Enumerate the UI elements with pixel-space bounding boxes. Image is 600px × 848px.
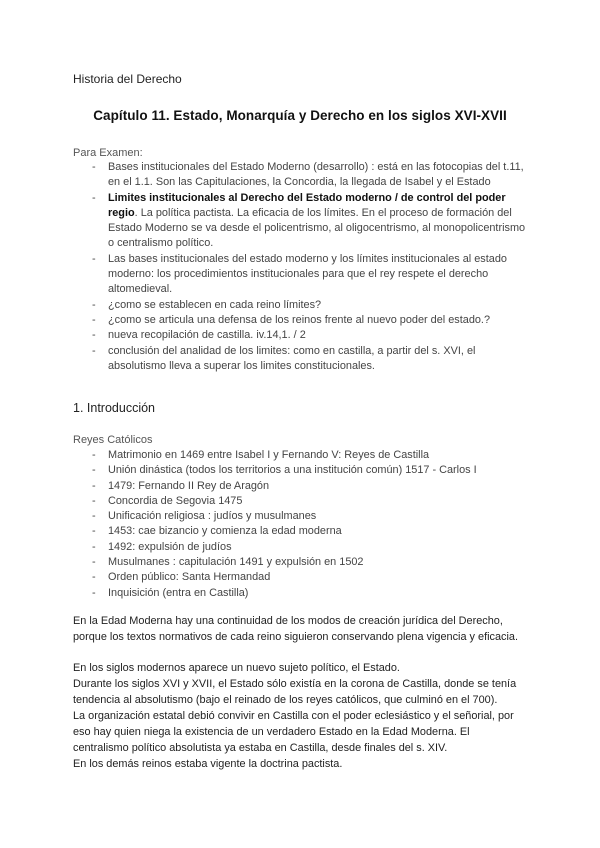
exam-list bbox=[73, 160, 533, 374]
list-item: - Bases institucionales del Estado Moderno (desarrollo) : está en las fotocopias del t.11, en el 1.1. Son las Capitulaciones, la Concordia, la llegada de Isabel y el Estado bbox=[92, 161, 524, 189]
section-heading: 1. Introducción bbox=[73, 401, 155, 415]
list-item: - 1492: expulsión de judíos bbox=[92, 540, 232, 553]
list-item: - Unificación religiosa : judíos y musulmanes bbox=[92, 510, 317, 523]
list-item: - Orden público: Santa Hermandad bbox=[92, 571, 271, 584]
list-item: - Unión dinástica (todos los territorios a una institución común) 1517 - Carlos I bbox=[92, 464, 477, 477]
bold-lead: Limites institucionales al Derecho del Estado moderno / de control del poder regio bbox=[108, 191, 506, 219]
exam-label: Para Examen: bbox=[73, 147, 143, 159]
chapter-title: Capítulo 11. Estado, Monarquía y Derecho en los siglos XVI-XVII bbox=[93, 108, 507, 123]
reyes-label: Reyes Católicos bbox=[73, 434, 153, 446]
document-header: Historia del Derecho bbox=[73, 72, 182, 86]
list-item: - nueva recopilación de castilla. iv.14,1. / 2 bbox=[92, 329, 306, 342]
list-item: - conclusión del analidad de los limites: como en castilla, a partir del s. XVI, el absolutismo lleva a superar los limites constitucionales. bbox=[92, 344, 476, 372]
list-item: - 1453: cae bizancio y comienza la edad moderna bbox=[92, 525, 342, 538]
list-item: - ¿como se establecen en cada reino límites? bbox=[92, 298, 322, 311]
reyes-list bbox=[73, 448, 533, 601]
list-item: - Concordia de Segovia 1475 bbox=[92, 494, 243, 507]
paragraph-estado: En los siglos modernos aparece un nuevo sujeto político, el Estado. Durante los siglos XVI y XVII, el Estado sólo existía en la corona de Castilla, donde se tenía tendencia al absolutismo (bajo el reinado de los reyes católicos, que culminó en el 700). La organización estatal debió convivir en Castilla con el poder eclesiástico y el señorial, por eso hay quien niega la existencia de un verdadero Estado en la Edad Moderna. El centralismo político absolutista ya estaba en Castilla, desde finales del s. XIV. En los demás reinos estaba vigente la doctrina pactista. bbox=[73, 662, 517, 770]
exam-section bbox=[73, 146, 533, 374]
list-item: - Inquisición (entra en Castilla) bbox=[92, 586, 249, 599]
list-item: - Limites institucionales al Derecho del Estado moderno / de control del poder regio. La política pactista. La eficacia de los límites. En el proceso de formación del Estado Moderno se va desde el policentrismo, al oligocentrismo, al monopolicentrismo o centralismo político. bbox=[92, 191, 526, 250]
paragraph-continuity: En la Edad Moderna hay una continuidad de los modos de creación jurídica del Derecho, porque los textos normativos de cada reino siguieron conservando plena vigencia y eficacia. bbox=[73, 615, 518, 643]
list-item: - Las bases institucionales del estado moderno y los límites institucionales al estado moderno: los procedimientos institucionales para que el rey respete el derecho altomedieval. bbox=[92, 252, 507, 296]
list-item: - Musulmanes : capitulación 1491 y expulsión en 1502 bbox=[92, 556, 364, 569]
reyes-section bbox=[73, 433, 533, 601]
list-item: - ¿como se articula una defensa de los reinos frente al nuevo poder del estado.? bbox=[92, 313, 491, 326]
list-item: - Matrimonio en 1469 entre Isabel I y Fernando V: Reyes de Castilla bbox=[92, 449, 430, 461]
list-item: - 1479: Fernando II Rey de Aragón bbox=[92, 479, 270, 492]
